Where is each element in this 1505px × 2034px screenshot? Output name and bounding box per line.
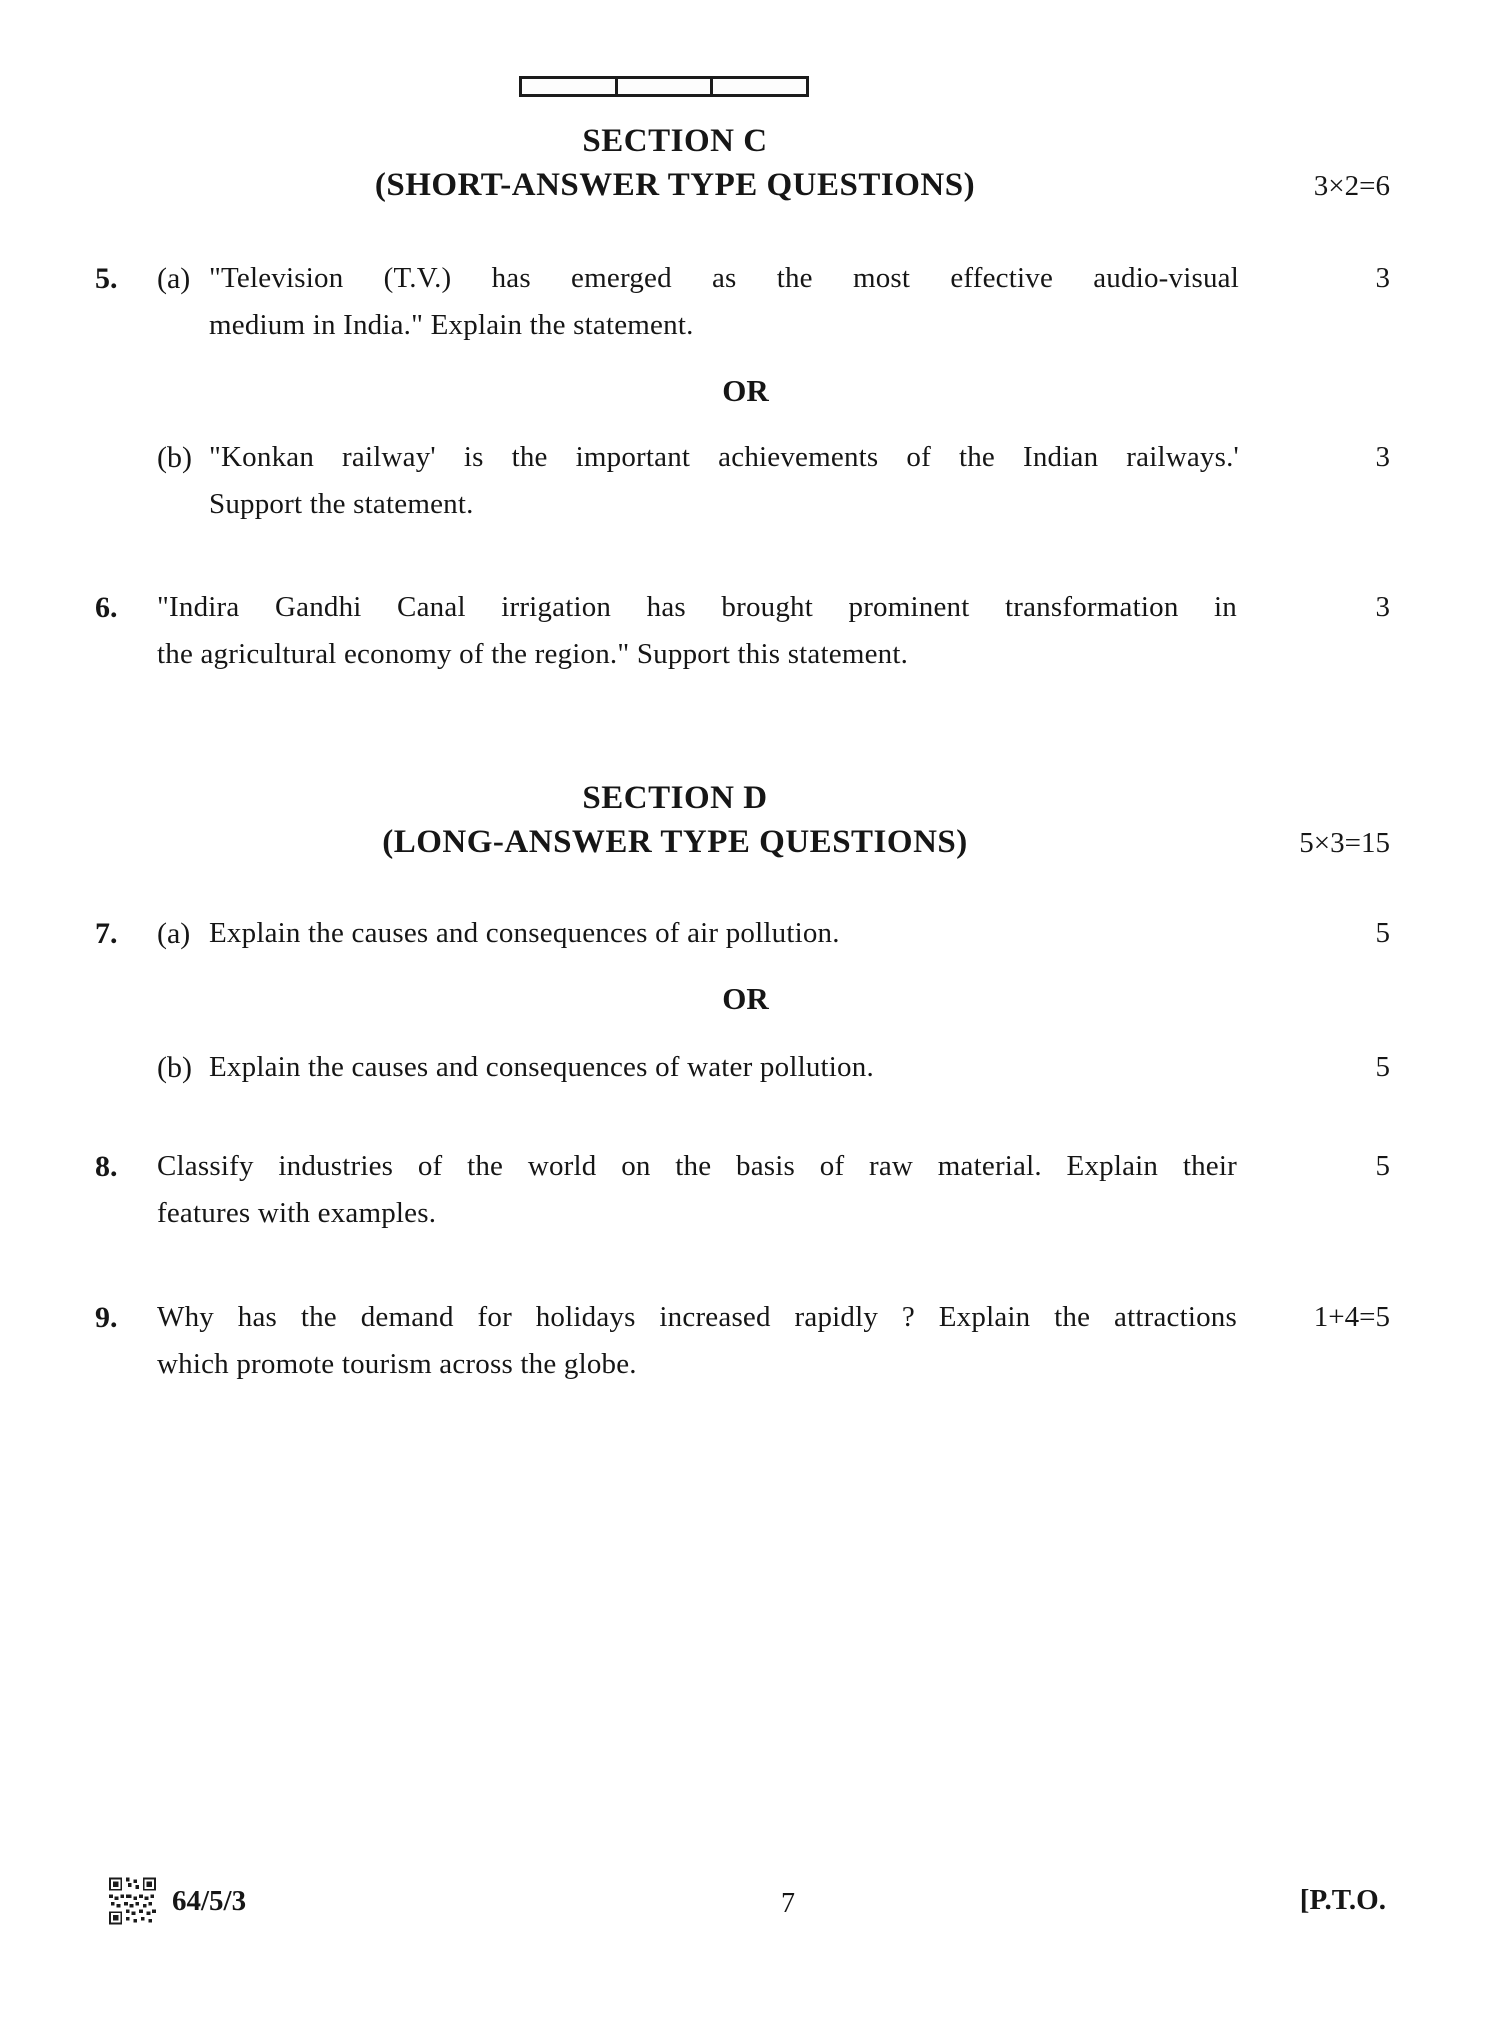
question-line: "Konkan railway' is the important achievements of the Indian railways.' [209,441,1239,473]
part-label: (b) [157,1051,192,1084]
question-line: "Television (T.V.) has emerged as the most effective audio-visual [209,262,1239,294]
question-number: 7. [95,917,118,950]
marks-value: 1+4=5 [1313,1301,1390,1333]
marks-value: 3 [1375,262,1390,294]
part-label: (b) [157,441,192,474]
question-text [157,1294,1237,1388]
question-line: medium in India." Explain the statement. [209,309,694,341]
strip-cell [618,79,714,94]
question-text [157,584,1237,678]
section-subtitle-row [95,163,1390,207]
question-text [157,1143,1237,1237]
or-separator: OR [722,981,769,1016]
section-title: SECTION C [582,123,768,159]
strip-cell [522,79,618,94]
page-footer [95,1876,1390,1936]
question-line: Explain the causes and consequences of water pollution. [209,1051,874,1083]
section-total-marks: 5×3=15 [1299,827,1390,859]
question-row [95,584,1390,678]
marks-value: 3 [1375,441,1390,473]
marks-value: 5 [1375,917,1390,949]
question-line: features with examples. [157,1197,437,1229]
page-content [0,76,1505,1388]
section-subtitle: (SHORT-ANSWER TYPE QUESTIONS) [374,167,976,203]
question-text [209,1044,1239,1091]
part-label: (a) [157,262,191,295]
section-subtitle: (LONG-ANSWER TYPE QUESTIONS) [382,824,968,860]
question-row [95,434,1390,528]
question-text [209,434,1239,528]
question-line: Why has the demand for holidays increased rapidly ? Explain the attractions [157,1301,1237,1333]
question-text [209,910,1239,957]
question-number: 6. [95,591,118,624]
header-strip [519,76,809,97]
section-subtitle-row [95,820,1390,864]
paper-code: 64/5/3 [172,1884,247,1917]
qr-code-icon [109,1876,156,1926]
page-number: 7 [781,1888,795,1919]
question-row [95,1294,1390,1388]
question-line: Support the statement. [209,488,474,520]
question-text [209,255,1239,349]
strip-cell [713,79,806,94]
marks-value: 3 [1375,591,1390,623]
question-line: which promote tourism across the globe. [157,1348,637,1380]
question-line: "Indira Gandhi Canal irrigation has brought prominent transformation in [157,591,1237,623]
question-line: Classify industries of the world on the basis of raw material. Explain their [157,1150,1237,1182]
question-row [95,1143,1390,1237]
section-title: SECTION D [582,780,768,816]
question-number: 8. [95,1150,118,1183]
question-row [95,255,1390,349]
question-row [95,910,1390,957]
or-separator: OR [722,373,769,408]
footer-left-group [109,1876,246,1926]
question-number: 5. [95,262,118,295]
question-row [95,1044,1390,1091]
part-label: (a) [157,917,191,950]
pto-label: [P.T.O. [1299,1884,1386,1916]
question-line: the agricultural economy of the region." Support this statement. [157,638,909,670]
marks-value: 5 [1375,1051,1390,1083]
question-line: Explain the causes and consequences of air pollution. [209,917,840,949]
question-number: 9. [95,1301,118,1334]
section-total-marks: 3×2=6 [1313,170,1390,202]
marks-value: 5 [1375,1150,1390,1182]
